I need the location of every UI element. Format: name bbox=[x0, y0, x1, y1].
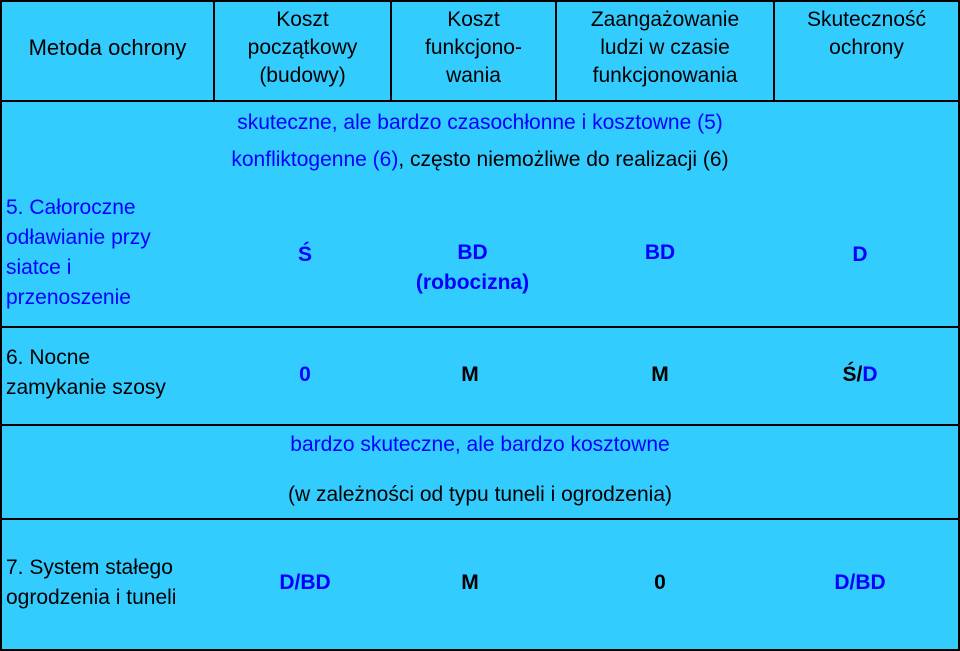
row6-initial-cost: 0 bbox=[299, 363, 311, 386]
row5-initial-cost: Ś bbox=[297, 243, 312, 266]
header-operating-cost-l3: wania bbox=[446, 64, 501, 87]
row6-method-l1: 6. Nocne bbox=[6, 346, 91, 369]
header-effectiveness-l2: ochrony bbox=[829, 36, 904, 59]
row7-operating-cost: M bbox=[461, 571, 479, 594]
row5-effectiveness: D bbox=[852, 243, 868, 266]
table-border-top bbox=[0, 0, 960, 2]
header-initial-cost-l2: początkowy bbox=[247, 36, 358, 59]
header-operating-cost-l2: funkcjono- bbox=[425, 36, 522, 59]
row5-method-l1: 5. Całoroczne bbox=[6, 196, 136, 219]
row5-operating-cost bbox=[390, 238, 555, 298]
row6-people: M bbox=[651, 363, 669, 386]
header-operating-cost bbox=[392, 6, 555, 90]
header-method: Metoda ochrony bbox=[28, 35, 187, 60]
row6-method-l2: zamykanie szosy bbox=[6, 376, 166, 399]
row7-method-l1: 7. System stałego bbox=[6, 556, 173, 579]
row6-method bbox=[6, 343, 211, 403]
row7-note-2: (w zależności od typu tuneli i ogrodzenia) bbox=[287, 483, 673, 506]
row5-people: BD bbox=[644, 241, 676, 264]
header-people-l3: funkcjonowania bbox=[592, 64, 738, 87]
row5-note-2 bbox=[130, 145, 830, 175]
row7-initial-cost: D/BD bbox=[279, 571, 331, 594]
header-people-involvement bbox=[557, 6, 773, 90]
header-initial-cost bbox=[215, 6, 390, 90]
table-border-left bbox=[0, 0, 2, 651]
header-effectiveness bbox=[775, 6, 958, 62]
row7-divider bbox=[0, 518, 960, 520]
row5-note-2-highlight: konfliktogenne (6) bbox=[231, 148, 399, 171]
row6-effectiveness-a: Ś/ bbox=[842, 363, 863, 386]
header-initial-cost-l1: Koszt bbox=[276, 8, 329, 31]
row5-method-l2: odławianie przy bbox=[6, 226, 151, 249]
row7-effectiveness: D/BD bbox=[834, 571, 886, 594]
row7-people: 0 bbox=[654, 571, 666, 594]
row5-method bbox=[6, 193, 206, 313]
row5-note-1: skuteczne, ale bardzo czasochłonne i kosztowne (5) bbox=[237, 111, 723, 134]
header-people-l2: ludzi w czasie bbox=[600, 36, 730, 59]
row7-note-1: bardzo skuteczne, ale bardzo kosztowne bbox=[290, 433, 670, 456]
row5-operating-cost-l2: (robocizna) bbox=[415, 271, 530, 294]
row6-effectiveness bbox=[810, 360, 910, 390]
row5-method-l3: siatce i bbox=[6, 256, 72, 279]
header-operating-cost-l1: Koszt bbox=[447, 8, 500, 31]
row6-divider bbox=[0, 424, 960, 426]
row7-method bbox=[6, 553, 221, 613]
header-divider bbox=[0, 100, 960, 102]
header-people-l1: Zaangażowanie bbox=[590, 8, 740, 31]
row7-method-l2: ogrodzenia i tuneli bbox=[6, 586, 177, 609]
row5-operating-cost-l1: BD bbox=[457, 241, 488, 264]
header-effectiveness-l1: Skuteczność bbox=[806, 8, 927, 31]
row5-divider bbox=[0, 326, 960, 328]
row6-operating-cost: M bbox=[461, 363, 479, 386]
row5-note-2-rest: , często niemożliwe do realizacji (6) bbox=[398, 148, 729, 171]
header-initial-cost-l3: (budowy) bbox=[259, 64, 346, 87]
row5-method-l4: przenoszenie bbox=[6, 286, 131, 309]
row6-effectiveness-b: D bbox=[862, 363, 878, 386]
